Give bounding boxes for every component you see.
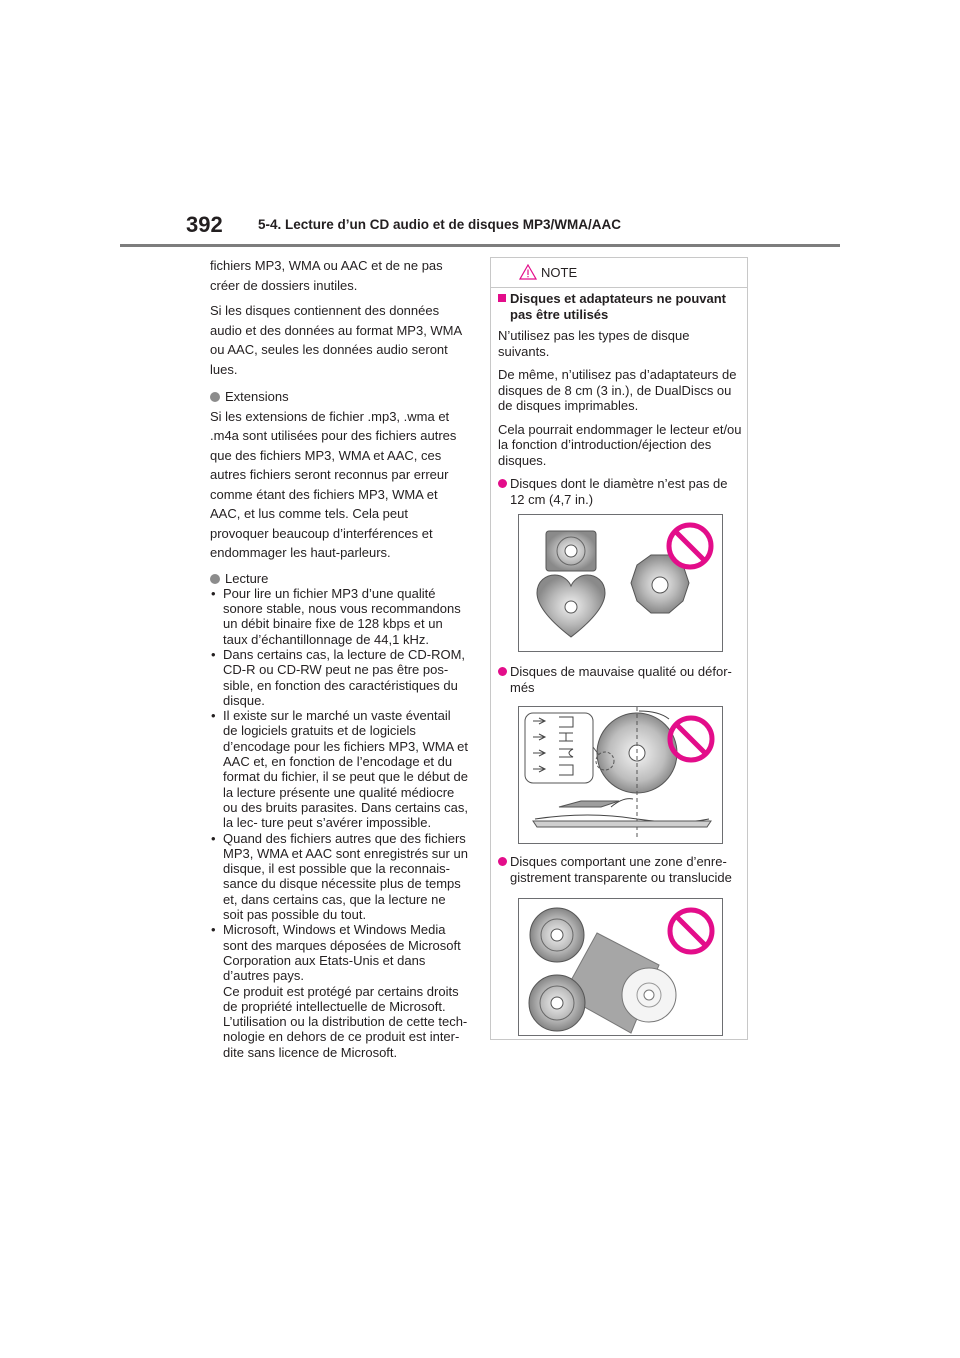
bullet-dot-icon (498, 479, 507, 488)
prohibited-icon (669, 525, 711, 567)
list-item: • Microsoft, Windows et Windows Media sont des marques déposées de Microsoft Corporation aux Etats-Unis et dans d’autres pays. (211, 922, 461, 984)
disc-ring-icon (529, 975, 585, 1031)
heart-disc-icon (537, 575, 605, 637)
extensions-text: Si les extensions de fichier .mp3, .wma et .m4a sont utilisées pour des fichiers autres que des fichiers MP3, WMA et AAC, ces autres fichiers seront reconnus par erreur comme étant des fichiers MP3, WMA et AAC, et lus comme tels. Cela peut provoquer beaucoup d’interférences et endommager les haut-parleurs. (210, 408, 457, 560)
bullet-dot-icon (498, 667, 507, 676)
disc-side-view-icon (533, 799, 711, 827)
warning-triangle-icon (519, 264, 537, 285)
note-paragraph: De même, n’utilisez pas d’adaptateurs de disques de 8 cm (3 in.), de DualDiscs ou de disques imprimables. (498, 367, 737, 413)
edge-detail-icon (525, 713, 593, 783)
illustration-translucent-discs (518, 898, 723, 1036)
list-item: • Dans certains cas, la lecture de CD-ROM, CD-R ou CD-RW peut ne pas être pos- sible, en fonction des caractéristiques du disque. (211, 646, 466, 708)
note-paragraph: N’utilisez pas les types de disque suivants. (498, 328, 690, 359)
extensions-heading: Extensions (210, 387, 468, 407)
square-bullet-icon (498, 294, 506, 302)
note-bullet: Disques comportant une zone d’enre- gistrement transparente ou translucide (498, 854, 754, 885)
list-item: • Pour lire un fichier MP3 d’une qualité sonore stable, nous vous recommandons un débit binaire fixe de 128 kbps et un taux d’échantillonnage de 44,1 kHz. (211, 585, 461, 647)
prohibited-icon (670, 718, 712, 760)
bullet-dot-icon (210, 574, 220, 584)
translucent-disc-icon (622, 968, 676, 1022)
note-bullet: Disques de mauvaise qualité ou défor- més (498, 664, 754, 695)
note-section-title: Disques et adaptateurs ne pouvant pas être utilisés (498, 291, 742, 322)
illustration-wrong-size-discs (518, 514, 723, 652)
note-label: NOTE (541, 265, 578, 280)
square-disc-icon (546, 531, 596, 571)
paragraph-files: fichiers MP3, WMA ou AAC et de ne pas créer de dossiers inutiles. (210, 258, 443, 293)
note-bullet: Disques dont le diamètre n’est pas de 12 cm (4,7 in.) (498, 476, 742, 507)
note-box (490, 257, 748, 1040)
note-body (498, 291, 742, 513)
prohibited-icon (670, 910, 712, 952)
header-rule (120, 244, 840, 247)
section-title: 5-4. Lecture d’un CD audio et de disques MP3/WMA/AAC (258, 217, 622, 232)
microsoft-notice: Ce produit est protégé par certains droits de propriété intellectuelle de Microsoft. L’utilisation ou la distribution de cette tech- nologie en dehors de ce produit est inter- dite sans licence de Microsoft. (223, 983, 468, 1060)
warped-disc-icon (593, 707, 677, 837)
lecture-heading: Lecture (210, 571, 468, 586)
note-header (491, 258, 747, 288)
left-column (210, 256, 468, 1060)
lecture-list (210, 586, 468, 984)
disc-ring-icon (530, 908, 584, 962)
note-paragraph: Cela pourrait endommager le lecteur et/ou la fonction d’introduction/éjection des disques. (498, 421, 742, 468)
bullet-dot-icon (210, 392, 220, 402)
illustration-deformed-discs (518, 706, 723, 844)
page-number: 392 (186, 212, 223, 237)
bullet-dot-icon (498, 857, 507, 866)
paragraph-mixed-disc: Si les disques contiennent des données audio et des données au format MP3, WMA ou AAC, seules les données audio seront lues. (210, 303, 462, 377)
list-item: • Quand des fichiers autres que des fichiers MP3, WMA et AAC sont enregistrés sur un disque, il est possible que la reconnais- sance du disque nécessite plus de temps et, dans certains cas, que la lecture ne soit pas possible du tout. (211, 830, 468, 923)
list-item: • Il existe sur le marché un vaste éventail de logiciels gratuits et de logiciels d’encodage pour les fichiers MP3, WMA et AAC et, en fonction de l’encodage et du format du fichier, il se peut que le début de la lecture présente une qualité médiocre ou des bruits parasites. Dans certains cas, la lec- ture peut s’avérer impossible. (211, 708, 468, 831)
